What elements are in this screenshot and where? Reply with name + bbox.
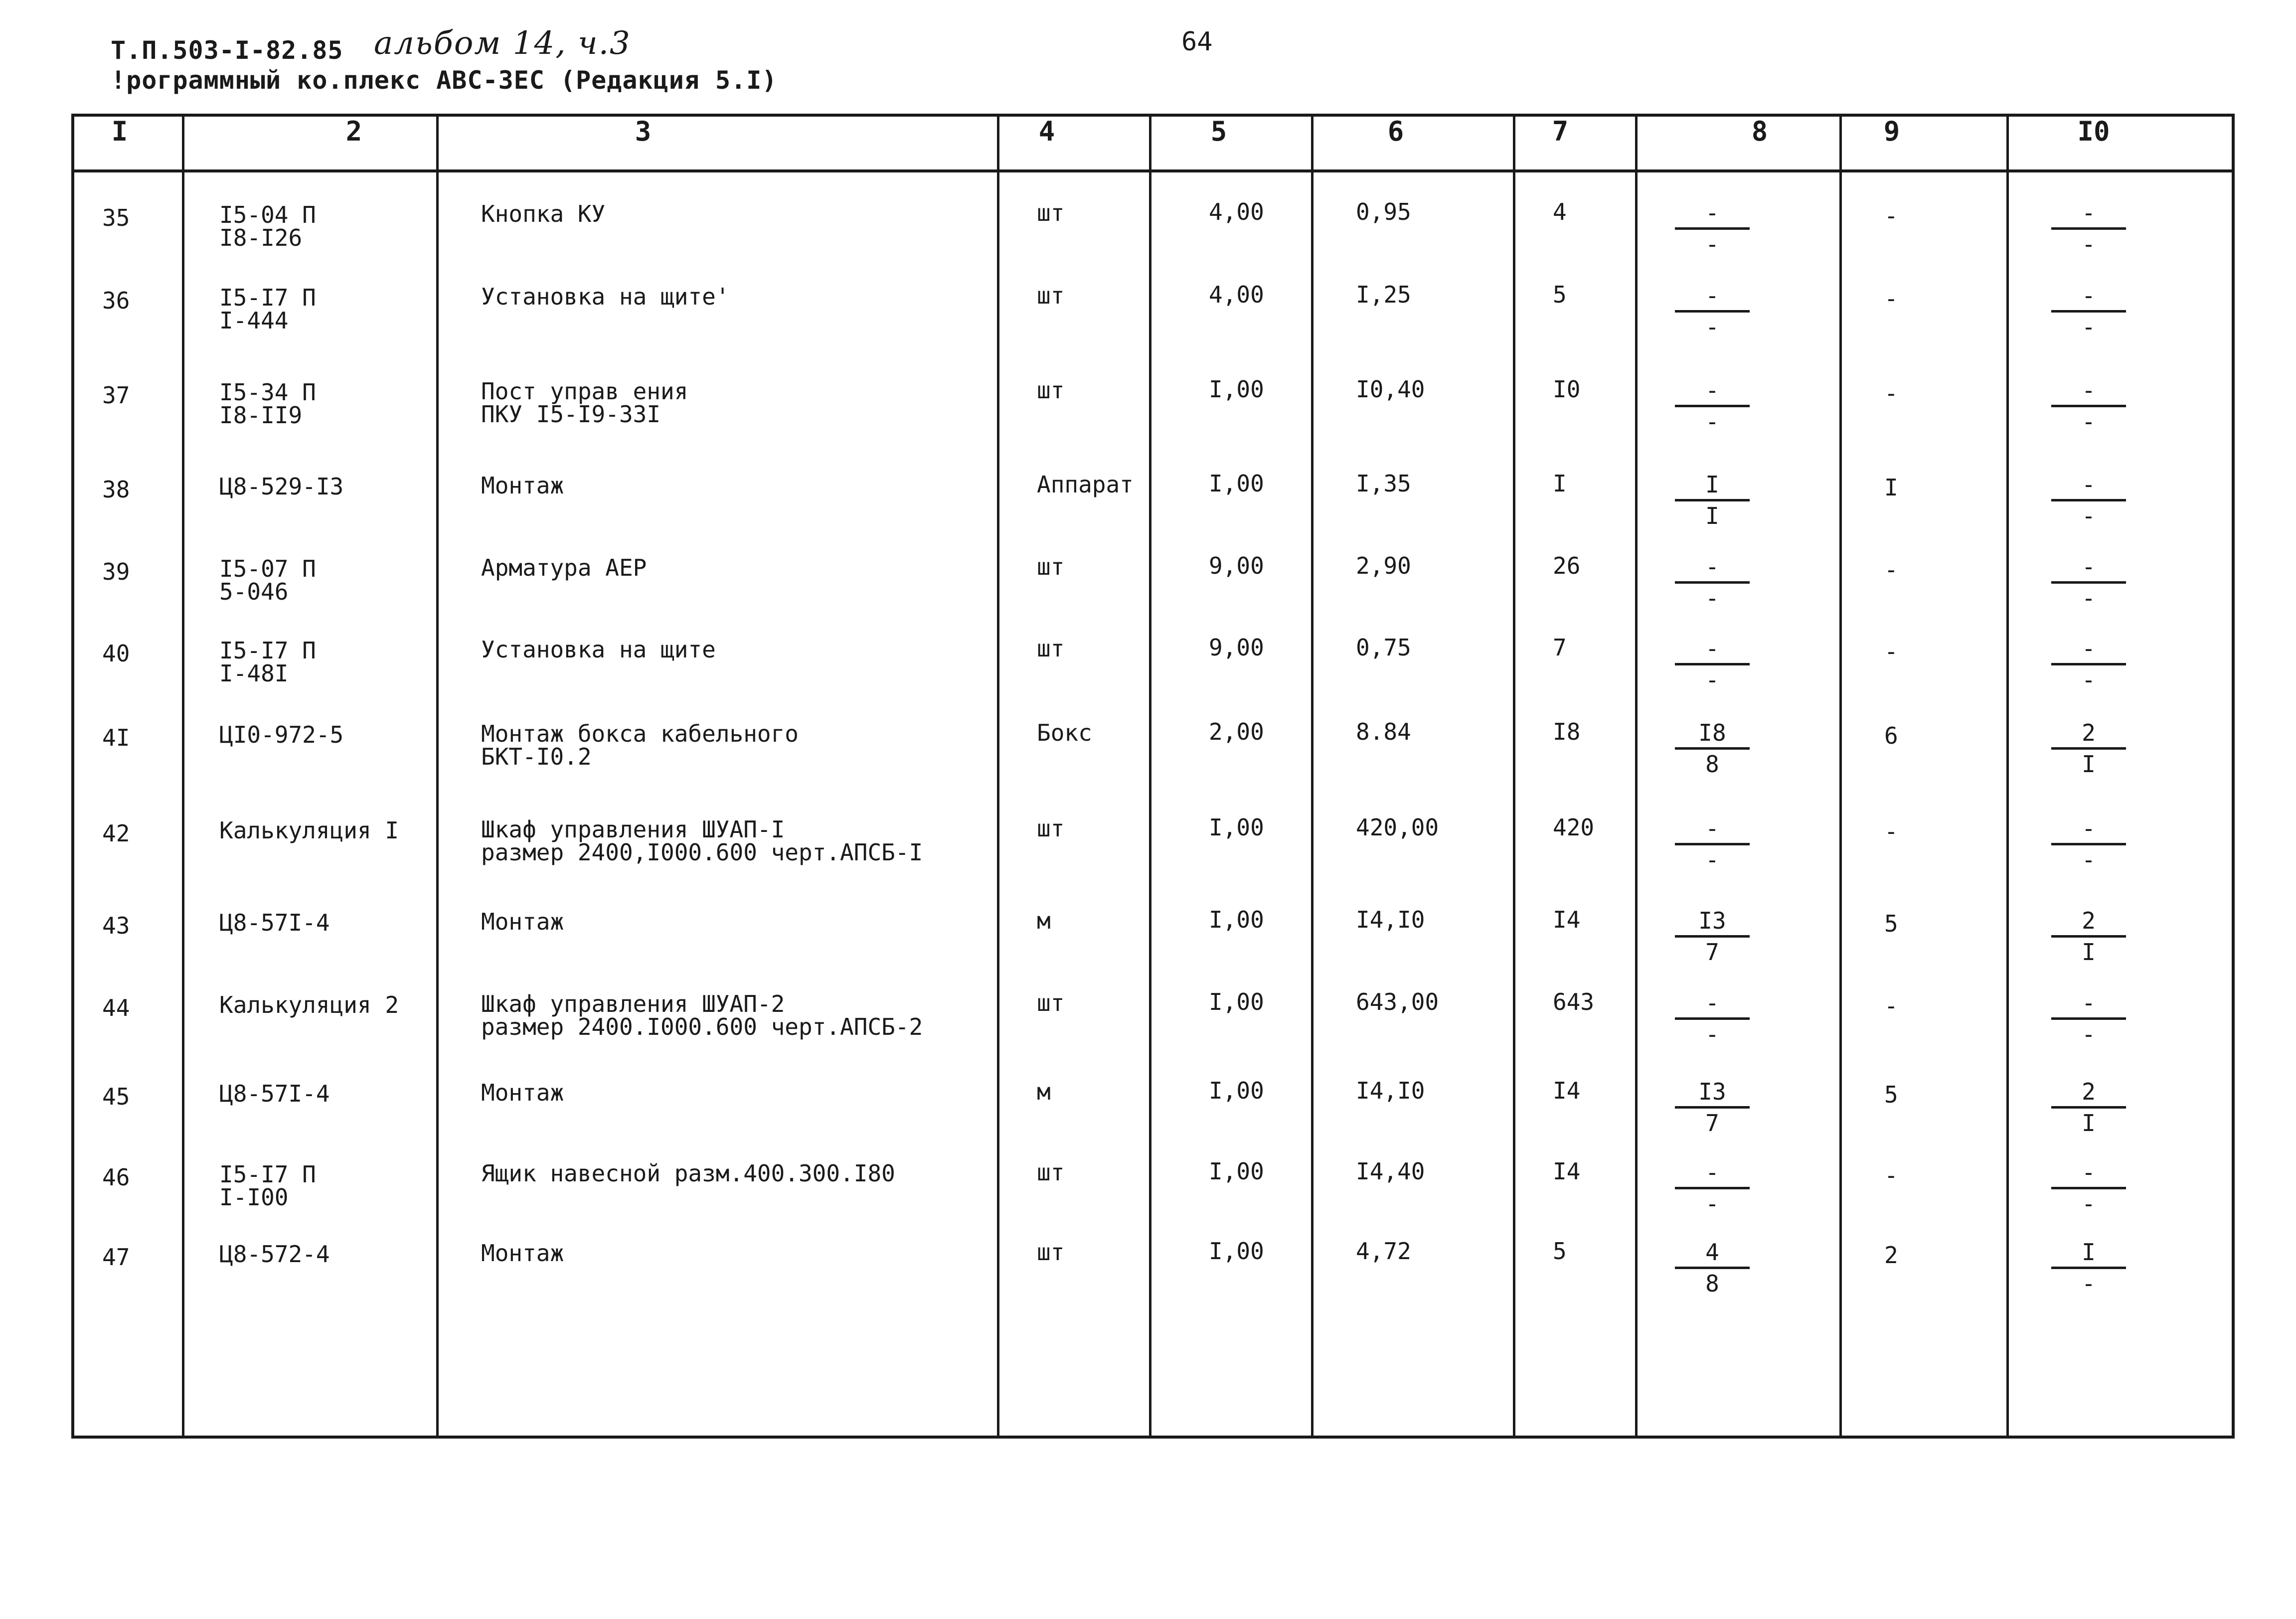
fraction-bar — [1675, 581, 1750, 584]
unit-price: 2,90 — [1356, 552, 1411, 579]
col8-fraction — [1675, 1241, 1750, 1297]
col8-denominator: 7 — [1705, 1110, 1719, 1136]
row-number: 36 — [102, 287, 130, 314]
quantity: I,00 — [1209, 814, 1264, 841]
pricing-code-secondary: I8-I26 — [219, 224, 303, 251]
item-name-secondary: размер 2400,I000.600 черт.АПСБ-I — [481, 839, 923, 866]
col9-value: - — [1884, 285, 1898, 312]
row-number: 44 — [102, 994, 130, 1021]
fraction-bar — [2051, 843, 2126, 845]
unit: шт — [1037, 989, 1065, 1016]
col10-fraction — [2051, 1080, 2126, 1136]
pricing-code: Ц8-57I-4 — [219, 909, 330, 936]
unit-price: I,35 — [1356, 470, 1411, 497]
fraction-bar — [1675, 1017, 1750, 1020]
unit-price: I4,I0 — [1356, 906, 1425, 933]
col10-fraction — [2051, 555, 2126, 612]
item-name-secondary: БКТ-I0.2 — [481, 743, 592, 770]
col8-fraction — [1675, 637, 1750, 693]
estimate-table — [71, 114, 2235, 1439]
col8-fraction — [1675, 991, 1750, 1048]
item-name: Монтаж бокса кабельного — [481, 720, 799, 747]
item-name: Монтаж — [481, 472, 564, 499]
quantity: 2,00 — [1209, 718, 1264, 745]
col9-value: 5 — [1884, 910, 1898, 937]
col8-denominator: - — [1705, 585, 1719, 612]
quantity: I,00 — [1209, 1238, 1264, 1265]
col9-value: I — [1884, 474, 1898, 501]
fraction-bar — [2051, 935, 2126, 938]
col9-value: 2 — [1884, 1242, 1898, 1269]
col8-fraction — [1675, 284, 1750, 340]
col10-fraction — [2051, 909, 2126, 966]
fraction-bar — [2051, 1017, 2126, 1020]
column-header: I — [111, 116, 128, 147]
item-name-secondary: ПКУ I5-I9-33I — [481, 401, 661, 428]
pricing-code-secondary: 5-046 — [219, 578, 289, 605]
col10-numerator: 2 — [2082, 719, 2096, 746]
col-divider — [2006, 114, 2009, 1439]
col10-denominator: - — [2082, 502, 2096, 529]
col10-denominator: I — [2082, 751, 2096, 778]
col8-fraction — [1675, 909, 1750, 966]
col8-numerator: I3 — [1698, 1078, 1726, 1105]
col8-numerator: - — [1705, 815, 1719, 842]
row-number: 39 — [102, 558, 130, 585]
col10-numerator: 2 — [2082, 1078, 2096, 1105]
total: I — [1553, 470, 1567, 497]
pricing-code: Ц8-529-I3 — [219, 473, 344, 500]
col8-numerator: - — [1705, 635, 1719, 662]
col8-numerator: I3 — [1698, 907, 1726, 934]
col10-denominator: - — [2082, 666, 2096, 693]
pricing-code-secondary: I-444 — [219, 307, 289, 334]
document-code: Т.П.503-I-82.85 — [111, 36, 343, 65]
fraction-bar — [1675, 227, 1750, 230]
col-divider — [997, 114, 999, 1439]
quantity: 4,00 — [1209, 198, 1264, 225]
unit: Аппарат — [1037, 471, 1134, 498]
header-separator — [71, 169, 2235, 172]
item-name: Монтаж — [481, 908, 564, 935]
pricing-code-secondary: I-I00 — [219, 1184, 289, 1211]
item-name: Арматура АЕР — [481, 554, 647, 581]
col10-fraction — [2051, 1241, 2126, 1297]
row-number: 45 — [102, 1083, 130, 1110]
total: I0 — [1553, 376, 1581, 403]
unit: шт — [1037, 1159, 1065, 1186]
col10-fraction — [2051, 379, 2126, 435]
unit: шт — [1037, 377, 1065, 404]
fraction-bar — [1675, 1267, 1750, 1269]
fraction-bar — [1675, 935, 1750, 938]
col10-denominator: - — [2082, 846, 2096, 873]
col10-denominator: - — [2082, 1021, 2096, 1048]
col8-denominator: - — [1705, 1021, 1719, 1048]
col8-denominator: - — [1705, 846, 1719, 873]
quantity: 4,00 — [1209, 281, 1264, 308]
col10-denominator: - — [2082, 408, 2096, 435]
col9-value: - — [1884, 818, 1898, 845]
col9-value: - — [1884, 638, 1898, 665]
col8-fraction — [1675, 201, 1750, 258]
col10-fraction — [2051, 817, 2126, 873]
item-name: Установка на щите' — [481, 283, 730, 310]
row-number: 4I — [102, 724, 130, 751]
col9-value: 5 — [1884, 1081, 1898, 1108]
fraction-bar — [2051, 227, 2126, 230]
row-number: 37 — [102, 382, 130, 409]
col10-denominator: - — [2082, 314, 2096, 340]
col10-denominator: - — [2082, 1190, 2096, 1217]
unit: м — [1037, 1078, 1051, 1105]
fraction-bar — [2051, 405, 2126, 407]
row-number: 42 — [102, 820, 130, 847]
col10-denominator: I — [2082, 1110, 2096, 1136]
item-name: Монтаж — [481, 1240, 564, 1267]
col10-fraction — [2051, 473, 2126, 529]
col8-fraction — [1675, 379, 1750, 435]
col10-numerator: - — [2082, 199, 2096, 226]
item-name-secondary: размер 2400.I000.600 черт.АПСБ-2 — [481, 1013, 923, 1040]
column-header: 9 — [1883, 116, 1900, 147]
col-divider — [1311, 114, 1313, 1439]
item-name: Пост управ ения — [481, 378, 688, 405]
total: 7 — [1553, 634, 1567, 661]
col8-numerator: - — [1705, 989, 1719, 1016]
pricing-code: ЦI0-972-5 — [219, 721, 344, 748]
unit: шт — [1037, 282, 1065, 309]
fraction-bar — [1675, 310, 1750, 313]
item-name: Установка на щите — [481, 636, 716, 663]
pricing-code: I5-I7 П — [219, 1161, 316, 1188]
fraction-bar — [2051, 499, 2126, 501]
col8-numerator: 4 — [1705, 1239, 1719, 1266]
total: 5 — [1553, 281, 1567, 308]
quantity: I,00 — [1209, 1158, 1264, 1185]
total: 4 — [1553, 198, 1567, 225]
pricing-code: I5-I7 П — [219, 637, 316, 664]
pricing-code: Калькуляция I — [219, 817, 399, 844]
column-header: 4 — [1038, 116, 1055, 147]
pricing-code-secondary: I-48I — [219, 660, 289, 687]
fraction-bar — [2051, 310, 2126, 313]
fraction-bar — [2051, 581, 2126, 584]
fraction-bar — [2051, 747, 2126, 750]
pricing-code: Ц8-572-4 — [219, 1241, 330, 1268]
total: I4 — [1553, 1158, 1581, 1185]
col10-numerator: - — [2082, 471, 2096, 498]
unit-price: I4,I0 — [1356, 1077, 1425, 1104]
col10-denominator: - — [2082, 585, 2096, 612]
unit: шт — [1037, 815, 1065, 842]
pricing-code: Ц8-57I-4 — [219, 1080, 330, 1107]
document-subtitle: !рограммный ко.плекс АВС-ЗЕС (Редакция 5.I) — [111, 66, 778, 95]
col8-fraction — [1675, 721, 1750, 778]
fraction-bar — [1675, 747, 1750, 750]
unit-price: I4,40 — [1356, 1158, 1425, 1185]
col8-fraction — [1675, 817, 1750, 873]
col8-numerator: - — [1705, 282, 1719, 309]
column-header: 6 — [1387, 116, 1404, 147]
unit-price: 643,00 — [1356, 988, 1439, 1015]
fraction-bar — [1675, 1187, 1750, 1189]
quantity: I,00 — [1209, 376, 1264, 403]
col8-denominator: I — [1705, 502, 1719, 529]
col9-value: - — [1884, 1162, 1898, 1189]
unit: м — [1037, 907, 1051, 934]
item-name: Монтаж — [481, 1079, 564, 1106]
col8-denominator: 8 — [1705, 1270, 1719, 1297]
fraction-bar — [1675, 843, 1750, 845]
unit-price: 8.84 — [1356, 718, 1411, 745]
col10-denominator: - — [2082, 231, 2096, 258]
quantity: 9,00 — [1209, 552, 1264, 579]
fraction-bar — [2051, 1187, 2126, 1189]
total: I8 — [1553, 718, 1581, 745]
quantity: I,00 — [1209, 470, 1264, 497]
quantity: 9,00 — [1209, 634, 1264, 661]
col8-denominator: - — [1705, 231, 1719, 258]
fraction-bar — [1675, 499, 1750, 501]
col10-fraction — [2051, 284, 2126, 340]
pricing-code: I5-04 П — [219, 201, 316, 228]
col10-numerator: - — [2082, 815, 2096, 842]
row-number: 35 — [102, 204, 130, 231]
col8-numerator: I8 — [1698, 719, 1726, 746]
unit: шт — [1037, 199, 1065, 226]
pricing-code: I5-34 П — [219, 379, 316, 406]
item-name: Кнопка КУ — [481, 200, 606, 227]
row-number: 40 — [102, 640, 130, 667]
col10-numerator: - — [2082, 377, 2096, 404]
col8-numerator: - — [1705, 199, 1719, 226]
col10-denominator: I — [2082, 939, 2096, 966]
col-divider — [182, 114, 184, 1439]
unit-price: 4,72 — [1356, 1238, 1411, 1265]
column-header: 2 — [345, 116, 362, 147]
col10-numerator: - — [2082, 553, 2096, 580]
col10-fraction — [2051, 991, 2126, 1048]
total: I4 — [1553, 1077, 1581, 1104]
pricing-code: I5-07 П — [219, 555, 316, 582]
item-name: Шкаф управления ШУАП-I — [481, 816, 785, 843]
item-name: Ящик навесной разм.400.300.I80 — [481, 1160, 895, 1187]
pricing-code: Калькуляция 2 — [219, 991, 399, 1018]
fraction-bar — [2051, 663, 2126, 665]
unit-price: 420,00 — [1356, 814, 1439, 841]
col-divider — [436, 114, 439, 1439]
total: 420 — [1553, 814, 1595, 841]
column-header: I0 — [2077, 116, 2110, 147]
col8-fraction — [1675, 555, 1750, 612]
col8-fraction — [1675, 1080, 1750, 1136]
unit-price: I,25 — [1356, 281, 1411, 308]
col-divider — [1839, 114, 1842, 1439]
page-number: 64 — [1181, 27, 1213, 57]
unit-price: 0,95 — [1356, 198, 1411, 225]
col-divider — [1635, 114, 1638, 1439]
quantity: I,00 — [1209, 1077, 1264, 1104]
handwritten-note: альбом 14, ч.3 — [374, 25, 631, 62]
total: I4 — [1553, 906, 1581, 933]
fraction-bar — [1675, 663, 1750, 665]
item-name: Шкаф управления ШУАП-2 — [481, 990, 785, 1017]
fraction-bar — [1675, 405, 1750, 407]
quantity: I,00 — [1209, 988, 1264, 1015]
unit-price: I0,40 — [1356, 376, 1425, 403]
col9-value: - — [1884, 992, 1898, 1019]
column-header: 3 — [635, 116, 652, 147]
col10-numerator: - — [2082, 635, 2096, 662]
col10-numerator: I — [2082, 1239, 2096, 1266]
col10-fraction — [2051, 1161, 2126, 1217]
col10-fraction — [2051, 201, 2126, 258]
total: 26 — [1553, 552, 1581, 579]
unit: шт — [1037, 635, 1065, 662]
col9-value: - — [1884, 202, 1898, 229]
col9-value: - — [1884, 380, 1898, 407]
col10-denominator: - — [2082, 1270, 2096, 1297]
col8-denominator: - — [1705, 314, 1719, 340]
col10-fraction — [2051, 637, 2126, 693]
column-header: 8 — [1751, 116, 1768, 147]
unit: шт — [1037, 553, 1065, 580]
quantity: I,00 — [1209, 906, 1264, 933]
row-number: 47 — [102, 1244, 130, 1271]
col10-fraction — [2051, 721, 2126, 778]
col-divider — [1513, 114, 1515, 1439]
col10-numerator: - — [2082, 989, 2096, 1016]
col8-numerator: - — [1705, 377, 1719, 404]
col8-fraction — [1675, 473, 1750, 529]
unit-price: 0,75 — [1356, 634, 1411, 661]
fraction-bar — [1675, 1106, 1750, 1109]
col8-numerator: - — [1705, 1159, 1719, 1186]
row-number: 43 — [102, 912, 130, 939]
col8-denominator: 7 — [1705, 939, 1719, 966]
col8-denominator: - — [1705, 1190, 1719, 1217]
col8-denominator: 8 — [1705, 751, 1719, 778]
unit: шт — [1037, 1239, 1065, 1266]
total: 643 — [1553, 988, 1595, 1015]
col8-denominator: - — [1705, 666, 1719, 693]
col9-value: - — [1884, 556, 1898, 583]
col9-value: 6 — [1884, 722, 1898, 749]
column-header: 7 — [1552, 116, 1569, 147]
col8-denominator: - — [1705, 408, 1719, 435]
col8-fraction — [1675, 1161, 1750, 1217]
unit: Бокс — [1037, 719, 1092, 746]
col-divider — [1149, 114, 1151, 1439]
col10-numerator: - — [2082, 282, 2096, 309]
row-number: 38 — [102, 476, 130, 503]
pricing-code-secondary: I8-II9 — [219, 402, 303, 429]
total: 5 — [1553, 1238, 1567, 1265]
column-header: 5 — [1210, 116, 1227, 147]
row-number: 46 — [102, 1164, 130, 1191]
fraction-bar — [2051, 1106, 2126, 1109]
col10-numerator: - — [2082, 1159, 2096, 1186]
col10-numerator: 2 — [2082, 907, 2096, 934]
pricing-code: I5-I7 П — [219, 284, 316, 311]
fraction-bar — [2051, 1267, 2126, 1269]
col8-numerator: - — [1705, 553, 1719, 580]
col8-numerator: I — [1705, 471, 1719, 498]
